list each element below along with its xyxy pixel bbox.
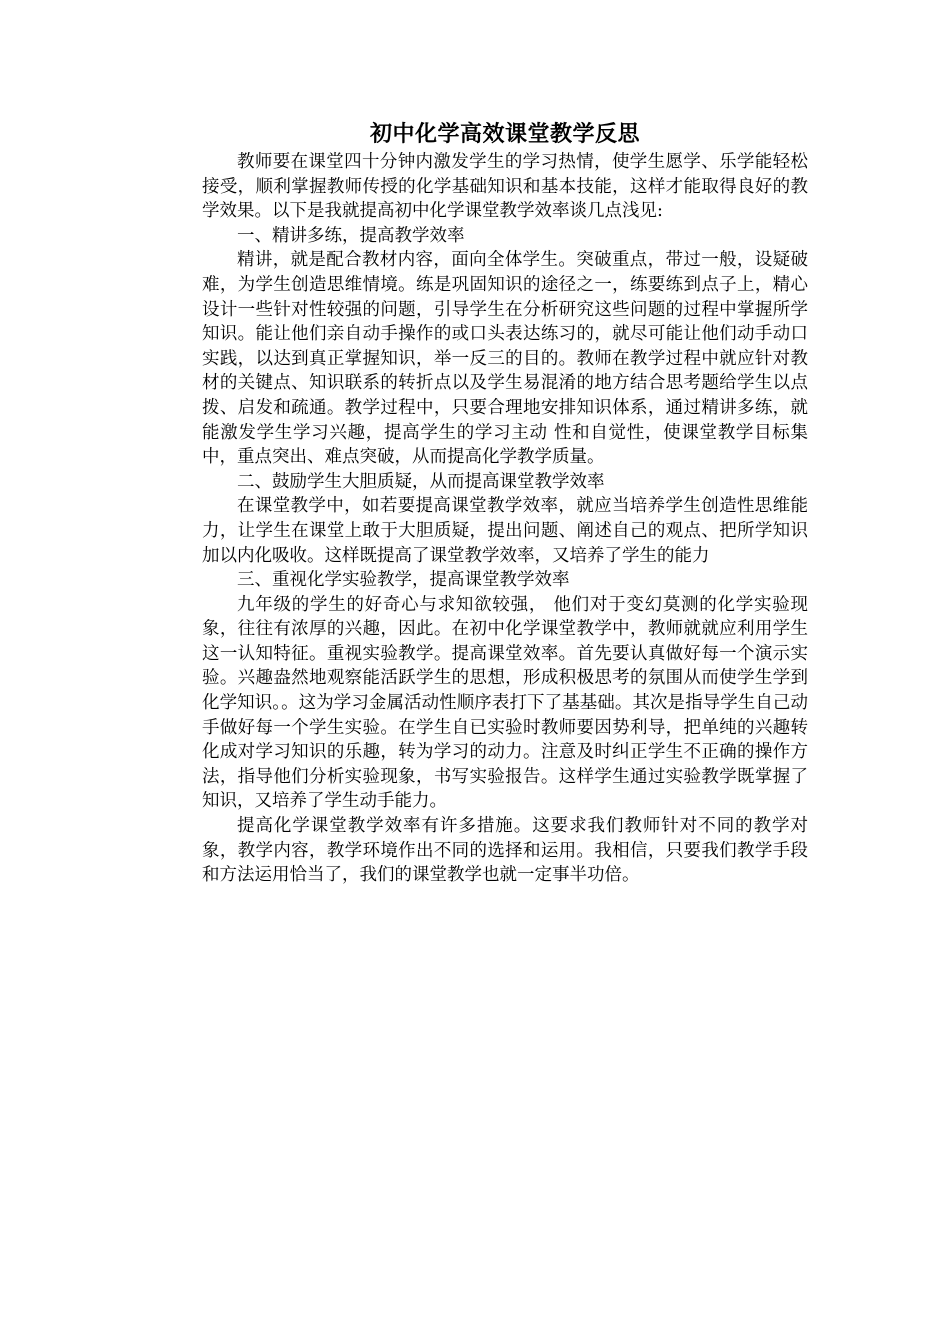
- section-heading-3: 三、重视化学实验教学，提高课堂教学效率: [237, 570, 570, 591]
- section-heading-1: 一、精讲多练，提高教学效率: [237, 225, 465, 246]
- section-body-2: 在课堂教学中，如若要提高课堂教学效率，就应当培养学生创造性思维能力，让学生在课堂上敢于大胆质疑，提出问题、阐述自己的观点、把所学知识加以内化吸收。这样既提高了课堂教学效率，又培养了学生的能力: [202, 496, 808, 566]
- section-heading-2: 二、鼓励学生大胆质疑，从而提高课堂教学效率: [237, 471, 605, 492]
- intro-paragraph: 教师要在课堂四十分钟内激发学生的学习热情，使学生愿学、乐学能轻松接受，顺利掌握教师传授的化学基础知识和基本技能，这样才能取得良好的教学效果。以下是我就提高初中化学课堂教学效率谈几点浅见:: [202, 152, 808, 222]
- conclusion-paragraph: 提高化学课堂教学效率有许多措施。这要求我们教师针对不同的教学对象，教学内容，教学环境作出不同的选择和运用。我相信，只要我们教学手段和方法运用恰当了，我们的课堂教学也就一定事半功倍。: [202, 816, 808, 886]
- section-body-3: 九年级的学生的好奇心与求知欲较强， 他们对于变幻莫测的化学实验现象，往往有浓厚的兴趣，因此。在初中化学课堂教学中，教师就就应利用学生这一认知特征。重视实验教学。提高课堂效率。首先要认真做好每一个演示实验。兴趣盎然地观察能活跃学生的思想，形成积极思考的氛围从而使学生学到化学知识。。这为学习金属活动性顺序表打下了基基础。其次是指导学生自己动手做好每一个学生实验。在学生自已实验时教师要因势利导，把单纯的兴趣转化成对学习知识的乐趣，转为学习的动力。注意及时纠正学生不正确的操作方法，指导他们分析实验现象，书写实验报告。这样学生通过实验教学既掌握了知识，又培养了学生动手能力。: [202, 594, 808, 812]
- document-title: 初中化学高效课堂教学反思: [369, 121, 640, 147]
- section-body-1: 精讲，就是配合教材内容，面向全体学生。突破重点，带过一般，设疑破难，为学生创造思维情境。练是巩固知识的途径之一，练要练到点子上，精心设计一些针对性较强的问题，引导学生在分析研究这些问题的过程中掌握所学知识。能让他们亲自动手操作的或口头表达练习的，就尽可能让他们动手动口实践，以达到真正掌握知识，举一反三的目的。教师在教学过程中就应针对教材的关键点、知识联系的转折点以及学生易混淆的地方结合思考题给学生以点拨、启发和疏通。教学过程中，只要合理地安排知识体系，通过精讲多练，就能激发学生学习兴趣，提高学生的学习主动 性和自觉性，使课堂教学目标集中，重点突出、难点突破，从而提高化学教学质量。: [202, 250, 808, 468]
- document-page: [202, 118, 808, 888]
